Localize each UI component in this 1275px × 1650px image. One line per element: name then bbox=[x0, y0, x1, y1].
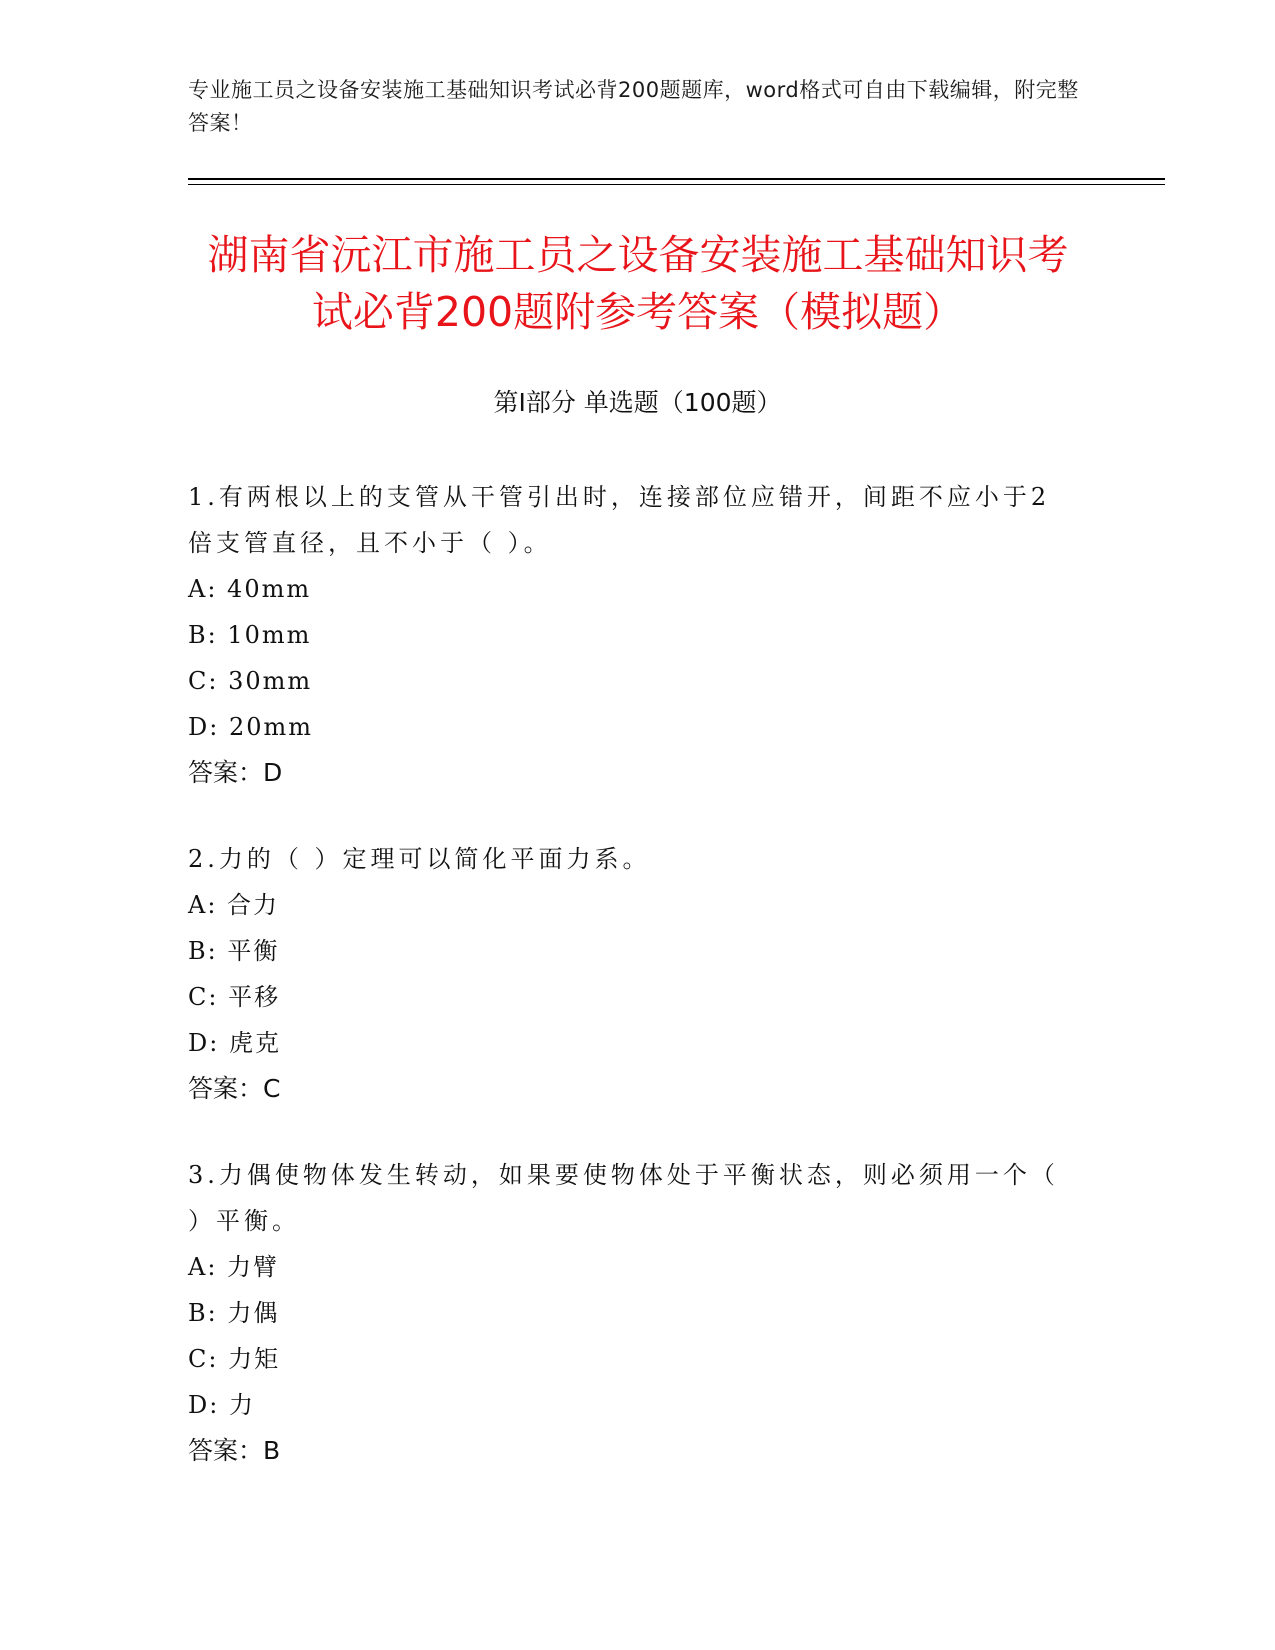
header-note: 专业施工员之设备安装施工基础知识考试必背200题题库，word格式可自由下载编辑，附完整答案！ bbox=[188, 78, 1079, 135]
document-title: 湖南省沅江市施工员之设备安装施工基础知识考试必背200题附参考答案（模拟题） bbox=[207, 231, 1069, 337]
option-c: C: 30mm bbox=[188, 667, 313, 695]
option-b: B: 平衡 bbox=[188, 937, 280, 965]
answer-line: 答案：C bbox=[188, 1074, 281, 1103]
section-heading: 第I部分 单选题（100题） bbox=[493, 388, 782, 417]
option-d: D: 力 bbox=[188, 1391, 255, 1419]
question-stem: 1.有两根以上的支管从干管引出时，连接部位应错开，间距不应小于2倍支管直径，且不小于（ ）。 bbox=[188, 483, 1051, 557]
question-stem: 3.力偶使物体发生转动，如果要使物体处于平衡状态，则必须用一个（ ）平衡。 bbox=[188, 1161, 1059, 1235]
question-item bbox=[188, 836, 1068, 1112]
question-item bbox=[188, 474, 1068, 796]
option-c: C: 平移 bbox=[188, 983, 281, 1011]
header-divider-thin bbox=[188, 184, 1165, 185]
option-d: D: 虎克 bbox=[188, 1029, 281, 1057]
answer-line: 答案：B bbox=[188, 1436, 281, 1465]
option-b: B: 10mm bbox=[188, 621, 312, 649]
option-a: A: 力臂 bbox=[188, 1253, 280, 1281]
question-item bbox=[188, 1152, 1068, 1474]
question-list bbox=[188, 474, 1068, 1514]
option-a: A: 40mm bbox=[188, 575, 312, 603]
answer-line: 答案：D bbox=[188, 758, 283, 787]
option-c: C: 力矩 bbox=[188, 1345, 281, 1373]
header-divider-thick bbox=[188, 178, 1165, 180]
option-b: B: 力偶 bbox=[188, 1299, 280, 1327]
option-a: A: 合力 bbox=[188, 891, 280, 919]
question-stem: 2.力的（ ）定理可以简化平面力系。 bbox=[188, 845, 651, 873]
option-d: D: 20mm bbox=[188, 713, 314, 741]
